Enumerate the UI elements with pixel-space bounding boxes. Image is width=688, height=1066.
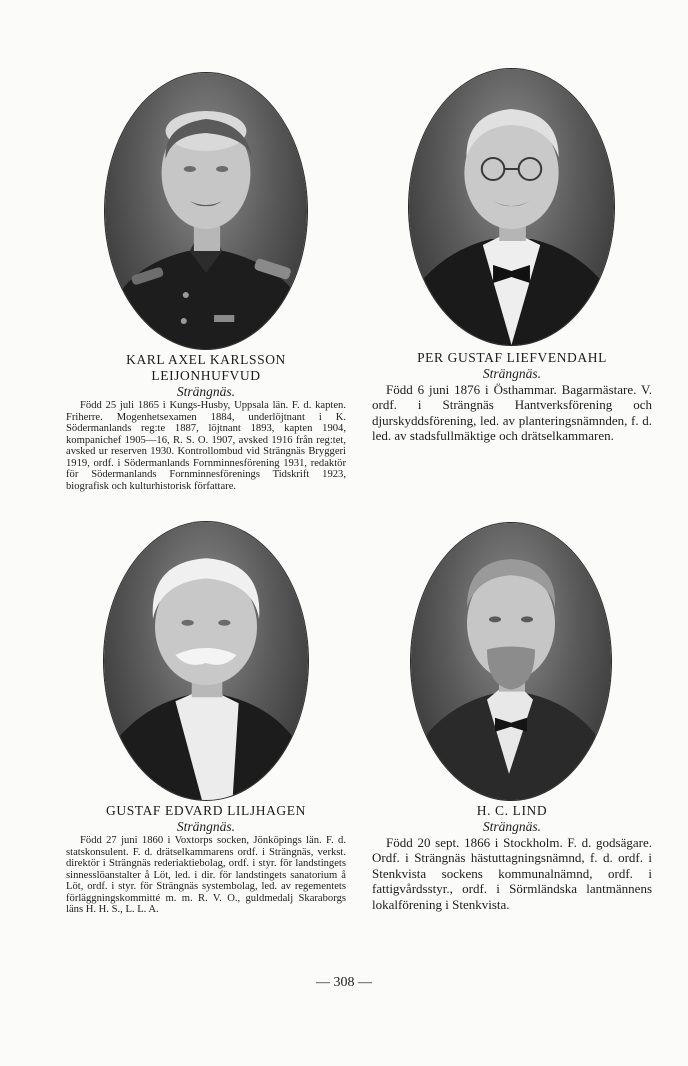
portrait-gustaf-edvard-liljhagen [104, 522, 308, 800]
biography-entry [66, 352, 346, 492]
person-place: Strängnäs. [176, 819, 236, 834]
biography-entry [372, 803, 652, 912]
person-biography: Född 25 juli 1865 i Kungs-Husby, Uppsala län. F. d. kapten. Friherre. Mogenhetsexamen 1884, underlöjtnant i K. Södermanlands reg:te 1887, löjtnant 1893, kapten 1904, kompanichef 1905—16, R. S. O. 1907, avsked 1916 från reg:tet, avsked ur reserven 1930. Kontrollombud vid Strängnäs Bryggeri 1919, ordf. i Södermanlands Fornminnesförening 1931, redaktör för Södermanlands Fornminnesförenings Tidskrift 1923, biografisk och kulturhistorisk författare. [66, 400, 346, 492]
biography-entry [372, 350, 652, 444]
portrait-h-c-lind [411, 523, 611, 800]
portrait-karl-axel-leijonhufvud [105, 73, 307, 349]
person-place: Strängnäs. [176, 384, 236, 399]
person-name: KARL AXEL KARLSSON [126, 352, 286, 367]
person-name: GUSTAF EDVARD LILJHAGEN [106, 803, 306, 818]
person-place: Strängnäs. [482, 366, 542, 381]
person-place: Strängnäs. [482, 819, 542, 834]
biography-entry [66, 803, 346, 916]
person-name: PER GUSTAF LIEFVENDAHL [417, 350, 607, 365]
page-number: — 308 — [316, 975, 372, 990]
person-biography: Född 20 sept. 1866 i Stockholm. F. d. godsägare. Ordf. i Strängnäs hästuttagningsnämnd, f. d. ordf. i Stenkvista sockens kommunalnämnd, ordf. i fattigvårdsstyr., ordf. i Sörmländska lantmännens lokalförening i Stenkvista. [372, 835, 652, 912]
person-biography: Född 27 juni 1860 i Voxtorps socken, Jönköpings län. F. d. statskonsulent. F. d. drätselkammarens ordf. i Strängnäs, verkst. direktör i Strängnäs rederiaktiebolag, ordf. i styr. för landstingets sinnesslöanstalter å Löt, led. i dir. för landstingets sanatorium å Löt, ordf. i styr. för Strängnäs systembolag, led. av regementets förläggningskommitté m. m. R. V. O., guldmedalj Skaraborgs läns H. H. S., L. L. A. [66, 835, 346, 915]
person-name-line2: LEIJONHUFVUD [151, 368, 261, 383]
person-name: H. C. LIND [476, 803, 548, 818]
portrait-per-gustaf-liefvendahl [409, 69, 614, 345]
person-biography: Född 6 juni 1876 i Östhammar. Bagarmästare. V. ordf. i Strängnäs Hantverksförening och djurskyddsförening, led. av planteringsnämnden, f. d. led. av stadsfullmäktige och drätselkammaren. [372, 382, 652, 444]
